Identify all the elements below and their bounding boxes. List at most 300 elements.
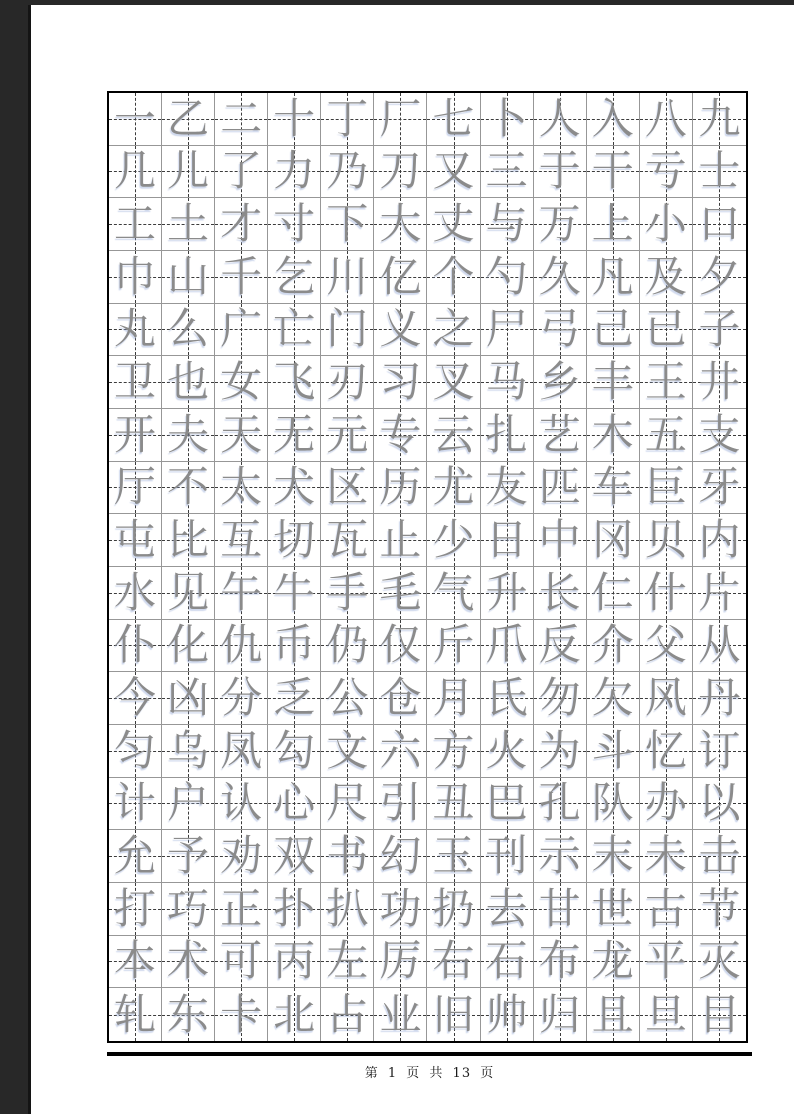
grid-cell [215,778,268,831]
grid-cell [481,567,534,620]
grid-cell [215,620,268,673]
practice-character: 节 [698,883,741,933]
grid-cell [693,198,746,251]
grid-cell [640,988,693,1041]
grid-cell [268,936,321,989]
grid-cell [321,462,374,515]
practice-character: 化 [167,620,210,670]
grid-cell [109,198,162,251]
practice-character: 击 [698,831,741,881]
grid-cell [109,409,162,462]
grid-cell [534,356,587,409]
grid-cell [374,883,427,936]
grid-cell [640,567,693,620]
grid-cell [587,409,640,462]
practice-character: 介 [591,620,634,670]
grid-cell [162,778,215,831]
grid-cell [162,462,215,515]
practice-character: 小 [644,199,687,249]
grid-cell [162,146,215,199]
grid-cell [374,936,427,989]
practice-character: 队 [591,778,634,828]
practice-character: 勺 [485,251,528,301]
grid-cell [321,356,374,409]
grid-cell [427,93,480,146]
grid-cell [587,620,640,673]
practice-character: 古 [644,883,687,933]
practice-character: 及 [644,251,687,301]
grid-cell [268,146,321,199]
grid-cell [693,146,746,199]
practice-character: 尸 [485,304,528,354]
grid-cell [109,988,162,1041]
grid-cell [268,778,321,831]
grid-cell [215,409,268,462]
practice-character: 什 [644,567,687,617]
practice-character: 丸 [114,304,157,354]
grid-cell [640,198,693,251]
grid-cell [162,883,215,936]
grid-cell [640,409,693,462]
grid-cell [321,93,374,146]
grid-cell [162,514,215,567]
practice-character: 布 [538,936,581,986]
grid-cell [427,514,480,567]
grid-cell [693,356,746,409]
practice-character: 乡 [538,357,581,407]
practice-character: 冈 [591,515,634,565]
practice-character: 之 [432,304,475,354]
practice-character: 氏 [485,673,528,723]
grid-cell [427,567,480,620]
grid-cell [640,725,693,778]
grid-cell [109,251,162,304]
practice-character: 巴 [485,778,528,828]
practice-character: 巧 [167,883,210,933]
grid-cell [215,356,268,409]
grid-cell [374,93,427,146]
practice-character: 占 [326,989,369,1039]
grid-cell [427,988,480,1041]
grid-cell [321,567,374,620]
grid-cell [587,514,640,567]
practice-character: 七 [432,93,475,143]
grid-cell [427,356,480,409]
practice-character: 广 [220,304,263,354]
grid-cell [374,514,427,567]
practice-character: 方 [432,725,475,775]
practice-character: 打 [114,883,157,933]
practice-character: 大 [379,199,422,249]
grid-cell [374,672,427,725]
practice-character: 心 [273,778,316,828]
grid-cell [109,93,162,146]
grid-cell [268,409,321,462]
practice-character: 风 [644,673,687,723]
practice-character: 井 [698,357,741,407]
practice-character: 五 [644,409,687,459]
grid-cell [481,356,534,409]
grid-cell [215,567,268,620]
practice-character: 工 [114,199,157,249]
grid-cell [109,462,162,515]
practice-character: 卫 [114,357,157,407]
practice-character: 币 [273,620,316,670]
grid-cell [693,883,746,936]
footer-divider [107,1052,752,1056]
grid-cell [162,936,215,989]
grid-cell [215,514,268,567]
practice-character: 匹 [538,462,581,512]
grid-cell [427,830,480,883]
practice-character: 见 [167,567,210,617]
grid-cell [215,93,268,146]
grid-cell [640,93,693,146]
grid-cell [162,988,215,1041]
grid-cell [427,936,480,989]
grid-cell [534,988,587,1041]
grid-cell [162,251,215,304]
grid-cell [374,725,427,778]
grid-cell [374,356,427,409]
practice-character: 内 [698,515,741,565]
grid-cell [109,620,162,673]
practice-character: 刀 [379,146,422,196]
practice-character: 火 [485,725,528,775]
grid-cell [268,356,321,409]
practice-character: 轧 [114,989,157,1039]
grid-cell [162,725,215,778]
grid-cell [640,778,693,831]
practice-character: 久 [538,251,581,301]
practice-character: 右 [432,936,475,986]
grid-cell [321,146,374,199]
grid-cell [427,198,480,251]
practice-character: 干 [591,146,634,196]
practice-character: 石 [485,936,528,986]
practice-character: 扑 [273,883,316,933]
practice-character: 九 [698,93,741,143]
practice-character: 为 [538,725,581,775]
grid-cell [162,93,215,146]
grid-cell [587,725,640,778]
practice-character: 勾 [273,725,316,775]
practice-character: 归 [538,989,581,1039]
practice-character: 刊 [485,831,528,881]
practice-character: 欠 [591,673,634,723]
grid-cell [693,620,746,673]
grid-cell [534,251,587,304]
practice-character: 认 [220,778,263,828]
practice-character: 飞 [273,357,316,407]
grid-cell [268,514,321,567]
practice-character: 比 [167,515,210,565]
grid-cell [693,778,746,831]
practice-character: 义 [379,304,422,354]
practice-character: 气 [432,567,475,617]
grid-cell [640,620,693,673]
grid-cell [640,514,693,567]
grid-cell [374,462,427,515]
practice-character: 仅 [379,620,422,670]
grid-cell [640,462,693,515]
grid-cell [481,830,534,883]
grid-cell [640,883,693,936]
grid-cell [215,198,268,251]
grid-cell [587,936,640,989]
grid-cell [481,778,534,831]
grid-cell [693,304,746,357]
practice-character: 劝 [220,831,263,881]
practice-character: 王 [644,357,687,407]
practice-character: 乃 [326,146,369,196]
practice-character: 互 [220,515,263,565]
practice-character: 片 [698,567,741,617]
practice-character: 于 [538,146,581,196]
grid-cell [587,567,640,620]
grid-cell [215,988,268,1041]
grid-cell [268,883,321,936]
grid-cell [109,936,162,989]
grid-cell [587,146,640,199]
grid-cell [162,620,215,673]
grid-cell [215,936,268,989]
grid-cell [162,830,215,883]
grid-cell [481,725,534,778]
practice-character: 予 [167,831,210,881]
grid-cell [374,409,427,462]
practice-character: 犬 [273,462,316,512]
grid-cell [109,672,162,725]
grid-cell [427,146,480,199]
practice-character: 屯 [114,515,157,565]
practice-character: 业 [379,989,422,1039]
grid-cell [534,198,587,251]
practice-character: 仆 [114,620,157,670]
practice-character: 厂 [379,93,422,143]
practice-character: 手 [326,567,369,617]
practice-character: 未 [644,831,687,881]
practice-character: 东 [167,989,210,1039]
practice-character: 三 [485,146,528,196]
practice-character: 甘 [538,883,581,933]
practice-character: 叉 [432,357,475,407]
grid-cell [321,988,374,1041]
practice-character: 专 [379,409,422,459]
grid-cell [587,830,640,883]
grid-cell [162,304,215,357]
practice-character: 门 [326,304,369,354]
practice-character: 灭 [698,936,741,986]
grid-cell [534,304,587,357]
grid-cell [215,251,268,304]
grid-cell [321,620,374,673]
practice-character: 长 [538,567,581,617]
practice-character: 下 [326,199,369,249]
practice-character: 寸 [273,199,316,249]
grid-cell [427,409,480,462]
practice-character: 木 [591,409,634,459]
practice-character: 日 [485,515,528,565]
grid-cell [374,198,427,251]
grid-cell [640,936,693,989]
grid-cell [162,409,215,462]
grid-cell [374,620,427,673]
grid-cell [587,304,640,357]
practice-character: 乙 [167,93,210,143]
grid-cell [481,462,534,515]
grid-cell [427,304,480,357]
practice-character: 世 [591,883,634,933]
grid-cell [374,146,427,199]
grid-cell [321,198,374,251]
grid-cell [587,93,640,146]
practice-character: 几 [114,146,157,196]
grid-cell [109,146,162,199]
grid-cell [534,409,587,462]
grid-cell [534,672,587,725]
practice-character: 亡 [273,304,316,354]
grid-cell [374,304,427,357]
grid-cell [321,672,374,725]
grid-cell [534,620,587,673]
practice-character: 上 [591,199,634,249]
grid-cell [587,251,640,304]
practice-character: 月 [432,673,475,723]
practice-character: 云 [432,409,475,459]
practice-character: 计 [114,778,157,828]
grid-cell [427,672,480,725]
practice-character: 乌 [167,725,210,775]
grid-cell [268,725,321,778]
practice-character: 车 [591,462,634,512]
grid-cell [481,988,534,1041]
grid-cell [481,883,534,936]
grid-cell [268,830,321,883]
grid-cell [109,304,162,357]
practice-character: 山 [167,251,210,301]
practice-character: 文 [326,725,369,775]
practice-character: 亏 [644,146,687,196]
practice-character: 双 [273,831,316,881]
practice-character: 凤 [220,725,263,775]
practice-character: 今 [114,673,157,723]
practice-character: 水 [114,567,157,617]
practice-character: 才 [220,199,263,249]
practice-character: 开 [114,409,157,459]
practice-character: 刃 [326,357,369,407]
grid-cell [481,672,534,725]
grid-cell [587,198,640,251]
practice-character: 匀 [114,725,157,775]
practice-character: 入 [591,93,634,143]
practice-character: 也 [167,357,210,407]
practice-character: 六 [379,725,422,775]
grid-cell [321,830,374,883]
practice-character: 爪 [485,620,528,670]
practice-character: 又 [432,146,475,196]
grid-cell [215,146,268,199]
practice-character: 孔 [538,778,581,828]
grid-cell [162,567,215,620]
grid-cell [162,356,215,409]
grid-cell [268,620,321,673]
grid-cell [109,883,162,936]
grid-cell [640,146,693,199]
grid-cell [321,409,374,462]
practice-character: 从 [698,620,741,670]
grid-cell [268,93,321,146]
practice-character: 一 [114,93,157,143]
grid-cell [534,567,587,620]
grid-cell [109,778,162,831]
practice-character: 太 [220,462,263,512]
practice-character: 斤 [432,620,475,670]
practice-character: 厉 [379,936,422,986]
grid-cell [162,198,215,251]
practice-character: 升 [485,567,528,617]
practice-character: 凶 [167,673,210,723]
practice-character: 贝 [644,515,687,565]
practice-character: 反 [538,620,581,670]
practice-character: 儿 [167,146,210,196]
practice-character: 八 [644,93,687,143]
practice-character: 亿 [379,251,422,301]
practice-character: 丙 [273,936,316,986]
grid-cell [215,725,268,778]
practice-character: 历 [379,462,422,512]
grid-cell [534,883,587,936]
practice-character: 切 [273,515,316,565]
grid-cell [693,830,746,883]
grid-cell [215,883,268,936]
practice-character: 凡 [591,251,634,301]
grid-cell [374,778,427,831]
grid-cell [693,514,746,567]
grid-cell [587,462,640,515]
practice-character: 丑 [432,778,475,828]
practice-character: 左 [326,936,369,986]
practice-character: 牙 [698,462,741,512]
grid-cell [481,198,534,251]
grid-cell [587,778,640,831]
grid-cell [109,830,162,883]
grid-cell [215,830,268,883]
practice-character: 口 [698,199,741,249]
practice-character: 天 [220,409,263,459]
grid-cell [374,251,427,304]
practice-character: 去 [485,883,528,933]
practice-character: 分 [220,673,263,723]
practice-character: 仇 [220,620,263,670]
grid-cell [215,304,268,357]
grid-cell [109,514,162,567]
practice-character: 二 [220,93,263,143]
practice-character: 丹 [698,673,741,723]
grid-cell [215,672,268,725]
practice-character: 仓 [379,673,422,723]
practice-character: 扔 [432,883,475,933]
grid-cell [534,93,587,146]
practice-character: 尤 [432,462,475,512]
practice-character: 乞 [273,251,316,301]
practice-character: 十 [273,93,316,143]
practice-character: 巨 [644,462,687,512]
grid-cell [321,778,374,831]
practice-character: 友 [485,462,528,512]
grid-cell [374,988,427,1041]
practice-character: 龙 [591,936,634,986]
